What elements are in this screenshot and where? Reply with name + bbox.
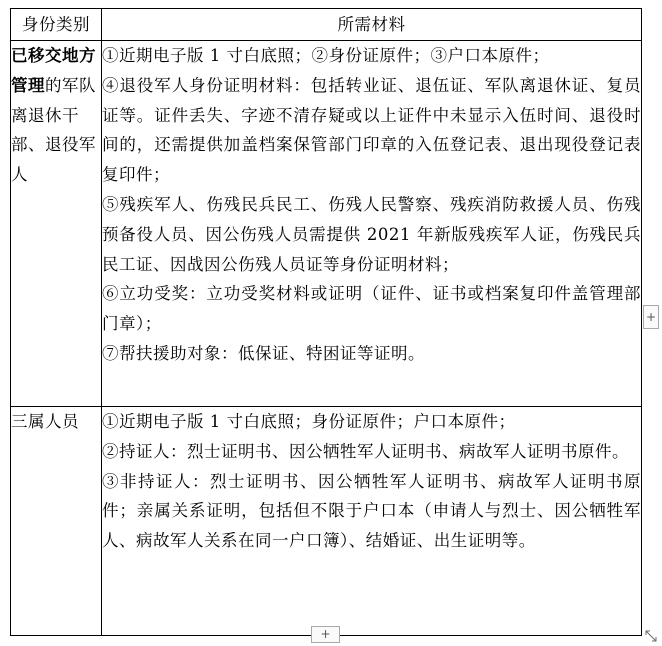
plus-icon: +: [645, 310, 657, 324]
material-item: ④退役军人身份证明材料：包括转业证、退伍证、军队离退休证、复员证等。证件丢失、字迹不清存疑或以上证件中未显示入伍时间、退役时间的，还需提供加盖档案保管部门印章的入伍登记表、退出现役登记表复印件；: [102, 75, 641, 185]
material-item: ①近期电子版 1 寸白底照；②身份证原件；③户口本原件；: [102, 46, 550, 65]
table-row: [11, 407, 642, 636]
add-column-button[interactable]: [643, 305, 659, 329]
resize-handle-icon[interactable]: [644, 627, 658, 639]
materials-cell: [102, 407, 642, 636]
materials-table: [10, 8, 642, 636]
material-item: ⑥立功受奖：立功受奖材料或证明（证件、证书或档案复印件盖管理部门章）；: [102, 284, 641, 334]
add-row-button[interactable]: [311, 626, 340, 643]
material-item: ③非持证人：烈士证明书、因公牺牲军人证明书、病故军人证明书原件；亲属关系证明，包括但不限于户口本（申请人与烈士、因公牺牲军人、病故军人关系在同一户口簿）、结婚证、出生证明等。: [102, 471, 641, 551]
plus-icon: +: [320, 627, 331, 641]
category-rest-text: 的军队离退休干部、退役军人: [11, 75, 96, 185]
header-category: 身份类别: [11, 9, 102, 41]
material-item: ②持证人：烈士证明书、因公牺牲军人证明书、病故军人证明书原件。: [102, 441, 629, 461]
materials-cell: [102, 41, 642, 407]
material-item: ⑤残疾军人、伤残民兵民工、伤残人民警察、残疾消防救援人员、伤残预备役人员、因公伤残人员需提供 2021 年新版残疾军人证，伤残民兵民工证、因战因公伤残人员证等身份证明材料；: [102, 194, 641, 274]
material-item: ①近期电子版 1 寸白底照；身份证原件；户口本原件；: [102, 412, 516, 431]
table-header-row: [11, 9, 642, 41]
category-cell: 三属人员: [11, 407, 102, 636]
material-item: ⑦帮扶援助对象：低保证、特困证等证明。: [102, 343, 425, 363]
category-cell: [11, 41, 102, 407]
header-materials: 所需材料: [102, 9, 642, 41]
category-bold-text: 已移交地方管理: [11, 46, 96, 95]
table-row: [11, 41, 642, 407]
resize-arrow-icon: [644, 630, 658, 642]
